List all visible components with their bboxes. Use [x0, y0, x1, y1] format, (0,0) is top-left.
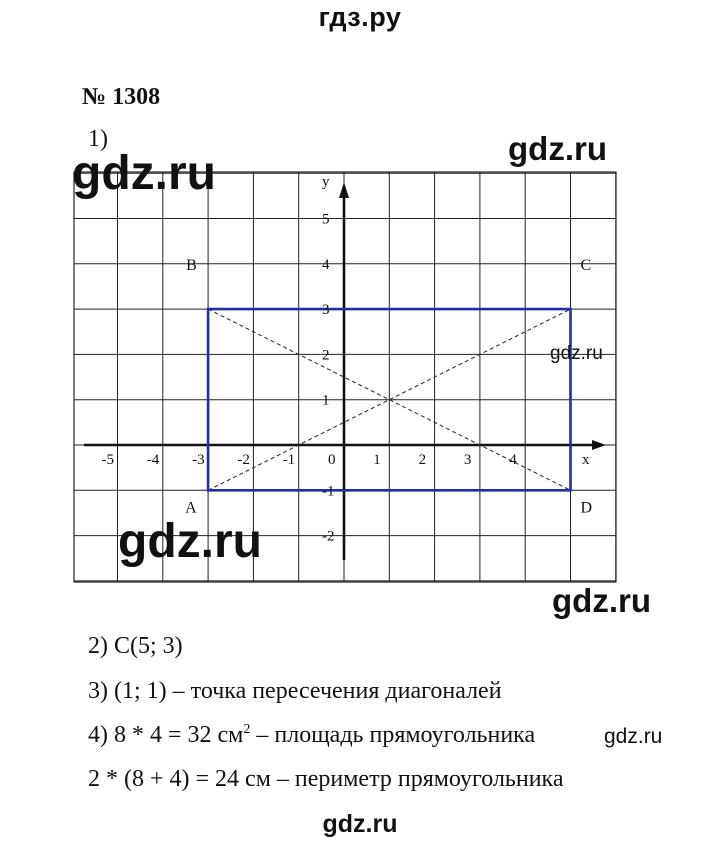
x-tick-label: -3 [192, 452, 205, 468]
footer-site: gdz.ru [322, 810, 398, 838]
answer-4 [88, 723, 535, 747]
x-tick-label: -2 [237, 452, 250, 468]
point-label-d: D [580, 499, 593, 517]
x-tick-label: 3 [463, 452, 472, 468]
y-tick-label: -1 [322, 483, 335, 500]
point-label-c: C [580, 256, 592, 274]
watermark: gdz.ru [72, 147, 216, 200]
x-tick-label: -1 [282, 452, 296, 468]
answer-3: 3) (1; 1) – точка пересечения диагоналей [88, 678, 502, 704]
watermark: gdz.ru [604, 725, 663, 748]
site-title: гдз.ру [318, 2, 402, 32]
y-tick-label: 2 [322, 347, 330, 364]
task-number: № 1308 [82, 84, 161, 110]
watermark: gdz.ru [550, 343, 603, 364]
part-1-label: 1) [88, 126, 108, 152]
x-tick-label: 4 [509, 452, 517, 468]
y-axis-label: y [322, 174, 330, 190]
answer-2: 2) C(5; 3) [88, 633, 183, 659]
y-tick-label: 5 [322, 211, 330, 228]
x-tick-label: 0 [328, 452, 336, 468]
x-tick-label: 1 [373, 452, 381, 468]
y-tick-label: 1 [322, 392, 330, 409]
point-label-b: B [186, 256, 197, 274]
answer-4-main: 4) 8 * 4 = 32 см [88, 722, 244, 748]
x-tick-label: 2 [418, 452, 427, 468]
x-axis-arrow [592, 440, 606, 450]
point-label-a: A [185, 499, 197, 517]
watermark: gdz.ru [118, 515, 262, 568]
y-tick-label: 4 [322, 256, 330, 273]
x-tick-label: -5 [101, 452, 114, 468]
answer-5: 2 * (8 + 4) = 24 см – периметр прямоугольника [88, 766, 564, 792]
x-tick-label: -4 [146, 452, 160, 468]
x-axis-label: x [582, 452, 590, 468]
y-tick-label: -2 [322, 528, 335, 545]
y-axis-arrow [339, 182, 349, 198]
answer-4-tail: – площадь прямоугольника [250, 722, 536, 748]
watermark: gdz.ru [552, 582, 651, 619]
watermark: gdz.ru [508, 130, 607, 167]
y-tick-label: 3 [322, 302, 330, 319]
answer-4-superscript: 2 [243, 722, 251, 737]
